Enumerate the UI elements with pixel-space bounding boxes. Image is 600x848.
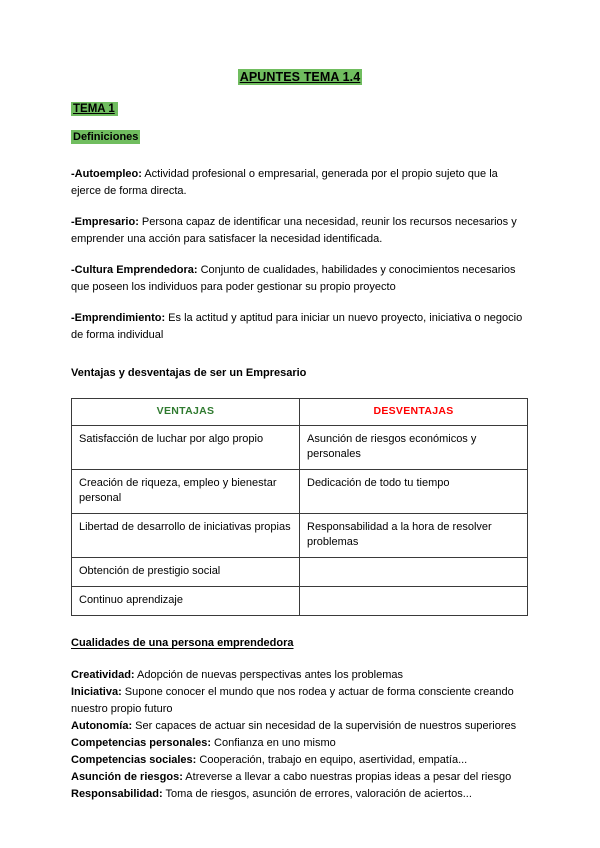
definition-text: Persona capaz de identificar una necesidad, reunir los recursos necesarios y emprender una acción para satisfacer la necesidad identificada.	[71, 216, 517, 245]
definition-cultura-emprendedora	[71, 248, 529, 296]
table-cell-ventaja: Satisfacción de luchar por algo propio	[72, 426, 300, 470]
table-cell-ventaja: Continuo aprendizaje	[72, 587, 300, 616]
quality-term: Responsabilidad:	[71, 788, 163, 800]
table-cell-desventaja	[300, 558, 528, 587]
qualities-list	[71, 651, 529, 803]
quality-text: Supone conocer el mundo que nos rodea y actuar de forma consciente creando nuestro propio futuro	[71, 686, 514, 715]
quality-iniciativa	[71, 684, 529, 718]
table-cell-desventaja: Responsabilidad a la hora de resolver problemas	[300, 514, 528, 558]
quality-autonomia	[71, 718, 529, 735]
heading-definiciones-text: Definiciones	[73, 131, 139, 143]
table-row	[72, 558, 528, 587]
heading-cualidades: Cualidades de una persona emprendedora	[71, 637, 294, 649]
table-cell-ventaja: Obtención de prestigio social	[72, 558, 300, 587]
quality-term: Creatividad:	[71, 669, 135, 681]
quality-text: Cooperación, trabajo en equipo, asertividad, empatía...	[196, 754, 468, 766]
table-row	[72, 470, 528, 514]
quality-responsabilidad	[71, 786, 529, 803]
page-title-text: APUNTES TEMA 1.4	[239, 70, 361, 84]
quality-term: Asunción de riesgos:	[71, 771, 183, 783]
ventajas-desventajas-table	[71, 398, 528, 616]
definition-term: -Cultura Emprendedora:	[71, 264, 198, 276]
quality-term: Autonomía:	[71, 720, 133, 732]
table-header-ventajas: VENTAJAS	[72, 399, 300, 426]
quality-competencias-sociales	[71, 752, 529, 769]
definition-empresario	[71, 200, 529, 248]
qualities-heading-wrapper	[71, 616, 529, 651]
section-heading-tema-text: TEMA 1	[71, 102, 118, 116]
table-cell-desventaja	[300, 587, 528, 616]
quality-text: Toma de riesgos, asunción de errores, valoración de aciertos...	[162, 788, 472, 800]
section-heading-tema	[71, 84, 529, 115]
table-cell-ventaja: Libertad de desarrollo de iniciativas propias	[72, 514, 300, 558]
definition-text: Actividad profesional o empresarial, generada por el propio sujeto que la ejerce de forma directa.	[71, 168, 498, 197]
quality-text: Ser capaces de actuar sin necesidad de la supervisión de nuestros superiores	[132, 720, 517, 732]
definition-text: Es la actitud y aptitud para iniciar un nuevo proyecto, iniciativa o negocio de forma individual	[71, 312, 523, 341]
table-cell-desventaja: Asunción de riesgos económicos y personales	[300, 426, 528, 470]
quality-term: Iniciativa:	[71, 686, 122, 698]
table-row	[72, 514, 528, 558]
definition-emprendimiento	[71, 296, 529, 344]
heading-definiciones	[71, 115, 529, 143]
table-cell-desventaja: Dedicación de todo tu tiempo	[300, 470, 528, 514]
quality-term: Competencias sociales:	[71, 754, 197, 766]
definition-term: -Autoempleo:	[71, 168, 142, 180]
table-row	[72, 426, 528, 470]
definition-term: -Empresario:	[71, 216, 139, 228]
table-header-desventajas: DESVENTAJAS	[300, 399, 528, 426]
table-cell-ventaja: Creación de riqueza, empleo y bienestar personal	[72, 470, 300, 514]
quality-creatividad	[71, 667, 529, 684]
quality-term: Competencias personales:	[71, 737, 211, 749]
heading-ventajas-desventajas: Ventajas y desventajas de ser un Empresario	[71, 367, 307, 379]
definition-text: Conjunto de cualidades, habilidades y conocimientos necesarios que poseen los individuos para poder gestionar su propio proyecto	[71, 264, 516, 293]
table-row	[72, 587, 528, 616]
quality-text: Adopción de nuevas perspectivas antes los problemas	[134, 669, 404, 681]
quality-text: Confianza en uno mismo	[211, 737, 336, 749]
page-title	[71, 0, 529, 84]
table-header-row	[72, 399, 528, 426]
definition-autoempleo	[71, 143, 529, 200]
quality-competencias-personales	[71, 735, 529, 752]
quality-asuncion-de-riesgos	[71, 769, 529, 786]
definition-term: -Emprendimiento:	[71, 312, 166, 324]
quality-text: Atreverse a llevar a cabo nuestras propias ideas a pesar del riesgo	[182, 771, 512, 783]
